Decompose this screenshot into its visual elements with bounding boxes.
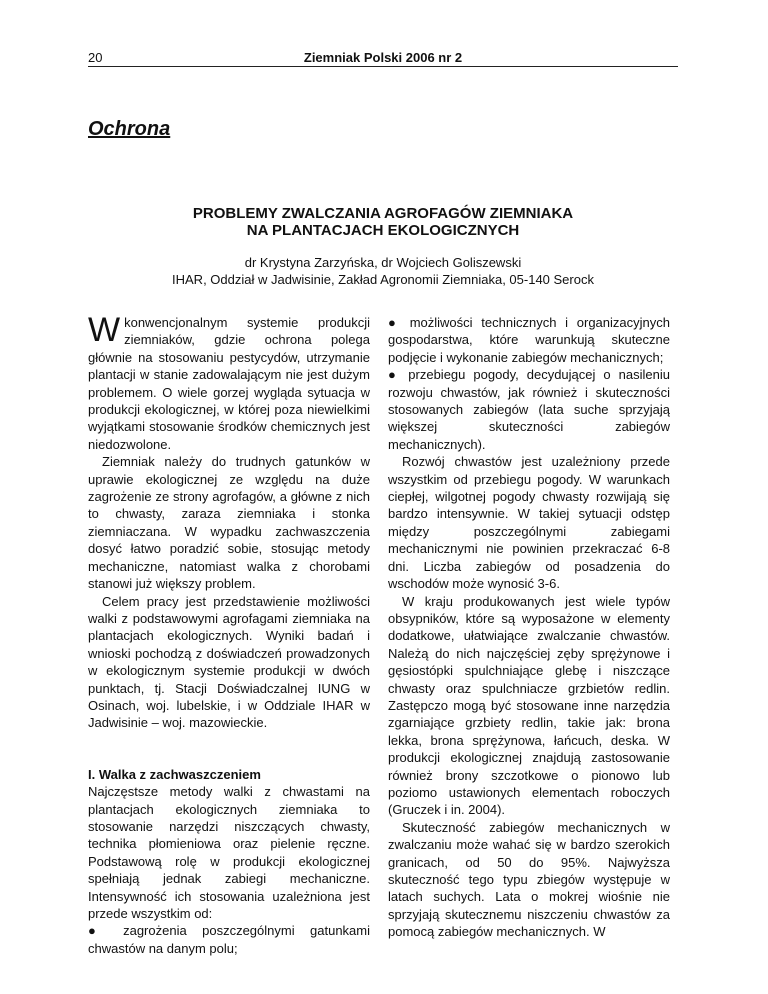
- section-heading: I. Walka z zachwaszczeniem: [88, 766, 261, 782]
- authors: dr Krystyna Zarzyńska, dr Wojciech Goliszewski: [244, 255, 522, 270]
- right-column: [388, 314, 670, 941]
- running-header: [88, 40, 678, 67]
- bullet-item: ● przebiegu pogody, decydującej o nasileniu rozwoju chwastów, jak również i skuteczności stosowanych zabiegów (lata suche sprzyjają większej skuteczności zabiegów mechanicznych).: [388, 367, 670, 452]
- article-title-line-1: PROBLEMY ZWALCZANIA AGROFAGÓW ZIEMNIAKA: [192, 205, 574, 222]
- paragraph-intro: [88, 311, 370, 453]
- section-title: Ochrona: [88, 118, 171, 140]
- paragraph: Rozwój chwastów jest uzależniony przede wszystkim od przebiegu pogody. W warunkach ciepłej, wilgotnej pogody chwasty rozwijają się bardzo intensywnie. W takiej sytuacji odstęp między poszczególnymi zabiegami mechanicznymi nie powinien przekraczać 6-8 dni. Liczba zabiegów od posadzenia do wschodów może wynosić 3-6.: [388, 454, 670, 592]
- page-number: 20: [88, 50, 103, 65]
- drop-cap: W: [88, 311, 121, 349]
- bullet-item: ● możliwości technicznych i organizacyjnych gospodarstwa, które warunkują skuteczne podjęcie i wykonanie zabiegów mechanicznych;: [388, 315, 670, 365]
- paragraph: Celem pracy jest przedstawienie możliwości walki z podstawowymi agrofagami ziemniaka na plantacjach ekologicznych. Wyniki badań i wnioski pochodzą z doświadczeń prowadzonych w ekologicznym systemie produkcji w dwóch punktach, tj. Stacji Doświadczalnej IUNG w Osinach, woj. lubelskie, i w Oddziale IHAR w Jadwisinie – woj. mazowieckie.: [88, 593, 370, 731]
- paragraph: W kraju produkowanych jest wiele typów obsypników, które są wyposażone w elementy dodatkowe, ułatwiające zwalczanie chwastów. Należą do nich najczęściej zęby sprężynowe i gęsiostópki spulchniające glebę i niszczące chwasty oraz spulchniacze grzbietów redlin. Zastępczo mogą być stosowane inne narzędzia zgarniające grzbiety redlin, takie jak: brona lekka, brona sprężynowa, łańcuch, deska. W produkcji ekologicznej znajdują zastosowanie również brony szczotkowe o pionowo lub poziomo ustawionych elementach roboczych (Gruczek i in. 2004).: [388, 593, 670, 818]
- bullet-item: ● zagrożenia poszczególnymi gatunkami chwastów na danym polu;: [88, 923, 370, 956]
- author-block: [88, 254, 678, 288]
- affiliation: IHAR, Oddział w Jadwisinie, Zakład Agronomii Ziemniaka, 05-140 Serock: [172, 272, 594, 287]
- article-title: [88, 205, 678, 239]
- left-column: [88, 311, 370, 957]
- paragraph: Skuteczność zabiegów mechanicznych w zwalczaniu może wahać się w bardzo szerokich granicach, od 50 do 95%. Najwyższa skuteczność tego typu zbiegów występuje w latach suchych. Lata o mokrej wiośnie nie sprzyjają skutecznemu niszczeniu chwastów za pomocą zabiegów mechanicznych. W: [388, 819, 670, 940]
- paragraph: Najczęstsze metody walki z chwastami na plantacjach ekologicznych ziemniaka to stosowanie narzędzi niszczących chwasty, technika płomieniowa oraz pielenie ręczne. Podstawową rolę w produkcji ekologicznej spełniają jednak zabiegi mechaniczne. Intensywność ich stosowania uzależniona jest przede wszystkim od:: [88, 784, 370, 921]
- article-title-line-2: NA PLANTACJACH EKOLOGICZNYCH: [246, 222, 520, 239]
- paragraph: Ziemniak należy do trudnych gatunków w uprawie ekologicznej ze względu na duże zagrożenie ze strony agrofagów, a główne z nich to chwasty, zaraza ziemniaka i stonka ziemniaczana. W wypadku zachwaszczenia dosyć łatwo poradzić sobie, stosując metody mechaniczne, natomiast walka z chorobami stanowi już większy problem.: [88, 454, 370, 592]
- paragraph-intro-text: konwencjonalnym systemie produkcji ziemniaków, gdzie ochrona polega głównie na stosowaniu pestycydów, utrzymanie plantacji w stanie zadowalającym nie jest dużym problemem. O wiele gorzej wygląda sytuacja w produkcji ekologicznej, w której poza niewielkimi wyjątkami stosowanie środków chemicznych jest niedozwolone.: [88, 315, 370, 452]
- journal-title: Ziemniak Polski 2006 nr 2: [303, 50, 463, 65]
